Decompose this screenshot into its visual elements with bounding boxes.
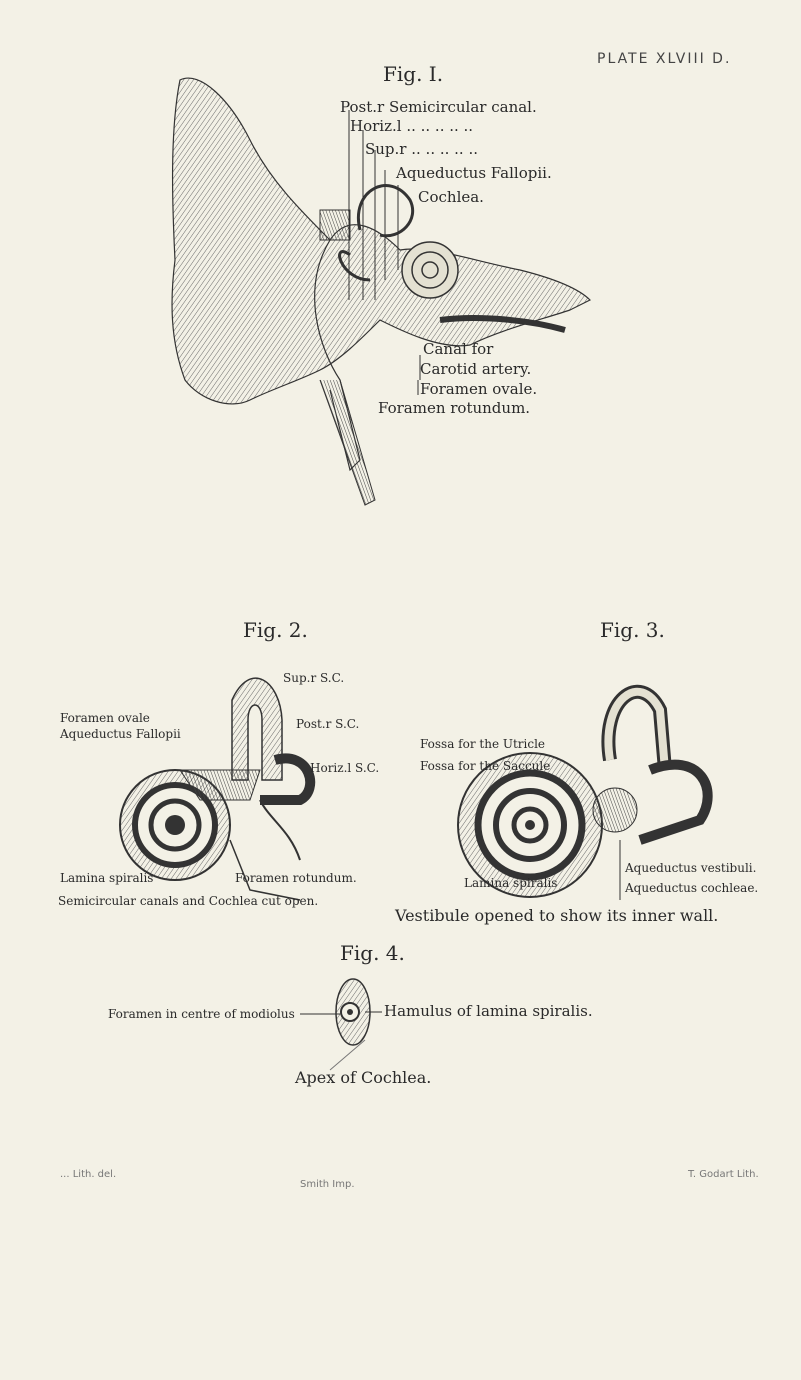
footer-artist: ... Lith. del. [60,1169,117,1180]
fig3-label-vestibuli: Aqueductus vestibuli. [625,861,757,875]
fig1-label-canal-line1: Canal for [423,340,494,358]
fig2-label-rotundum: Foramen rotundum. [235,871,357,885]
fig1-label-rotundum: Foramen rotundum. [378,399,531,417]
fig1-label-ovale: Foramen ovale. [420,380,538,398]
footer-lithographer: T. Godart Lith. [688,1169,759,1180]
fig3-caption: Vestibule opened to show its inner wall. [395,906,719,925]
fig1-label-semicircular: Post.r Semicircular canal. [340,98,537,116]
fig1-title: Fig. I. [383,62,444,86]
fig1-label-horiz: Horiz.l .. .. .. .. .. [350,117,474,135]
fig2-caption: Semicircular canals and Cochlea cut open. [58,894,319,908]
fig2-label-lamina: Lamina spiralis [60,871,154,885]
fig2-label-ovale: Foramen ovale [60,711,150,725]
fig2-title: Fig. 2. [243,618,308,642]
plate-number: PLATE XLVIII D. [597,51,732,67]
fig4-label-foramen: Foramen in centre of modiolus [108,1007,295,1021]
fig4-apex-drawing [300,979,382,1070]
fig4-label-hamulus: Hamulus of lamina spiralis. [384,1002,593,1020]
fig4-title: Fig. 4. [340,941,405,965]
fig4-caption: Apex of Cochlea. [295,1068,432,1087]
fig2-label-horiz: Horiz.l S.C. [310,761,380,775]
fig3-label-lamina: Lamina spiralis [464,876,558,890]
footer-printer: Smith Imp. [300,1179,355,1190]
fig2-label-supr: Sup.r S.C. [283,671,345,685]
fig2-label-post: Post.r S.C. [296,717,360,731]
fig3-label-cochleae: Aqueductus cochleae. [625,881,759,895]
fig1-label-canal-line2: Carotid artery. [420,360,532,378]
fig3-label-saccule: Fossa for the Saccule [420,759,551,773]
fig3-label-utricle: Fossa for the Utricle [420,737,546,751]
fig1-label-supr: Sup.r .. .. .. .. .. [365,140,478,158]
fig1-label-cochlea: Cochlea. [418,188,484,206]
fig2-label-aqueductus: Aqueductus Fallopii [60,727,181,741]
fig3-title: Fig. 3. [600,618,665,642]
fig1-label-aqueductus: Aqueductus Fallopii. [396,164,552,182]
